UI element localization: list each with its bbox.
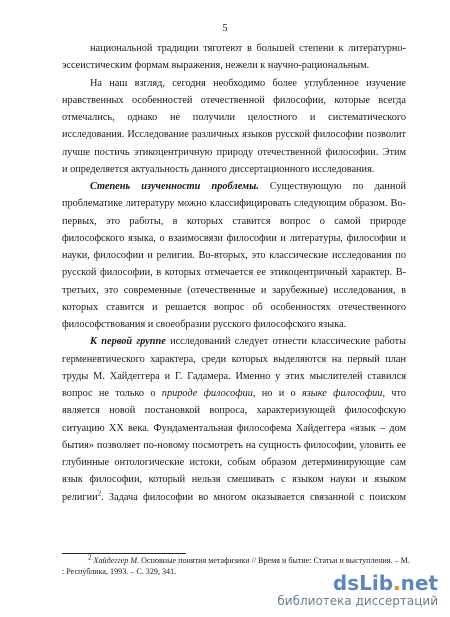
- text-line: [62, 368, 406, 385]
- text-line: [62, 57, 406, 74]
- text-line: [62, 316, 406, 333]
- text-run: глубинные онтологические истоки, собым образом детерминирующие сам: [62, 457, 406, 468]
- text-line: [62, 264, 406, 281]
- text-line: [62, 385, 406, 402]
- text-run: отмечались, однако не получили целостного и систематического: [62, 112, 406, 123]
- text-line: [62, 351, 406, 368]
- text-line: [62, 213, 406, 230]
- footnote-separator: [62, 553, 186, 554]
- footnote-ref: 2: [88, 553, 92, 562]
- text-run: эссеистическим формам выражения, нежели к научно-рациональным.: [62, 60, 370, 72]
- text-run: Основные понятия метафизики // Время и бытие: Статьи и выступления. – М.: [139, 556, 410, 565]
- text-run: герменевтического характера, среди которых выделяются на первый план: [62, 353, 406, 365]
- text-line: [62, 92, 406, 109]
- text-line: [62, 230, 406, 247]
- text-run: философствования и своеобразии русского философского языка.: [62, 319, 347, 330]
- text-run: . Задача философии во многом оказывается связанной с поиском: [101, 491, 406, 503]
- text-run: бытия» позволяет по-новому посмотреть на сущность философии, уловить ее: [62, 439, 406, 451]
- text-run: лучше постичь этикоцентричную природу отечественной философии. Этим: [62, 146, 406, 158]
- text-run: язык философии, который нельзя смешивать с языком науки и языком: [62, 474, 406, 486]
- text-line: [62, 489, 406, 506]
- text-run: и определяется актуальность данного диссертационного исследования.: [62, 163, 375, 175]
- watermark[interactable]: [277, 572, 438, 609]
- text-run: , что: [382, 388, 406, 399]
- text-run: нравственных особенностей отечественной философии, которые всегда: [62, 94, 406, 106]
- text-run: К первой группе: [90, 336, 166, 348]
- paragraph: [62, 75, 406, 179]
- watermark-logo: dsLib.net: [332, 571, 438, 595]
- text-line: [62, 402, 406, 419]
- text-run: философского языка, о взаимосвязи философии и литературы, философии и: [62, 232, 406, 244]
- text-line: [62, 109, 406, 126]
- text-line: [62, 282, 406, 299]
- text-run: языке философии: [301, 388, 383, 399]
- paragraph: [62, 333, 406, 506]
- text-run: Хайдеггер М.: [93, 556, 140, 565]
- text-line: [62, 299, 406, 316]
- text-line: [62, 195, 406, 212]
- text-line: [62, 144, 406, 161]
- text-run: Существующую по данной: [258, 181, 406, 192]
- text-run: , но и о: [252, 388, 302, 399]
- text-line: [62, 178, 406, 195]
- text-line: [62, 471, 406, 488]
- text-run: природе философии: [161, 388, 253, 399]
- text-run: ситуацию XX века. Фундаментальная философема Хайдеггера «язык – дом: [62, 422, 406, 434]
- text-run: науки, философии и религии. Во-вторых, это классические исследования по: [62, 250, 406, 261]
- text-run: вопрос не только о: [62, 388, 162, 399]
- text-run: проблематике литературу можно классифицировать следующим образом. Во-: [62, 198, 406, 210]
- text-line: [62, 437, 406, 454]
- text-run: первых, это работы, в которых ставится вопрос о самой природе: [62, 215, 406, 227]
- text-line: [62, 40, 406, 57]
- text-run: : Республика, 1993. – С. 329, 341.: [62, 567, 177, 576]
- text-run: является новой постановкой вопроса, характеризующей философскую: [62, 405, 406, 417]
- text-run: Степень изученности проблемы.: [90, 181, 259, 192]
- text-line: [62, 75, 406, 92]
- text-run: третьих, это современные (отечественные и зарубежные) исследования, в: [62, 284, 406, 296]
- text-line: [62, 126, 406, 143]
- footnote-line: [62, 553, 410, 566]
- text-run: исследований следует отнести классические работы: [165, 336, 407, 348]
- text-run: русской философии, в которых отмечается ее этикоцентричный характер. В-: [62, 267, 406, 279]
- text-line: [62, 333, 406, 350]
- text-run: исследования. Исследование различных языков русской философии позволит: [62, 129, 406, 141]
- text-line: [62, 420, 406, 437]
- page-number: 5: [222, 23, 228, 34]
- text-line: [62, 247, 406, 264]
- body-text: [62, 40, 406, 506]
- text-run: религии: [62, 491, 98, 503]
- text-run: На наш взгляд, сегодня необходимо более углубленное изучение: [90, 77, 406, 89]
- paragraph: [62, 178, 406, 333]
- text-run: труды М. Хайдеггера и Г. Гадамера. Именно у этих мыслителей ставился: [62, 370, 406, 382]
- text-run: которых ставится и решается вопрос об особенностях отечественного: [62, 301, 406, 313]
- text-line: [62, 161, 406, 178]
- text-run: национальной традиции тяготеют в большей степени к литературно-: [90, 43, 406, 54]
- footnote-ref: 2: [97, 489, 102, 498]
- paragraph: [62, 40, 406, 75]
- watermark-tagline: библиотека диссертаций: [277, 594, 438, 608]
- text-line: [62, 454, 406, 471]
